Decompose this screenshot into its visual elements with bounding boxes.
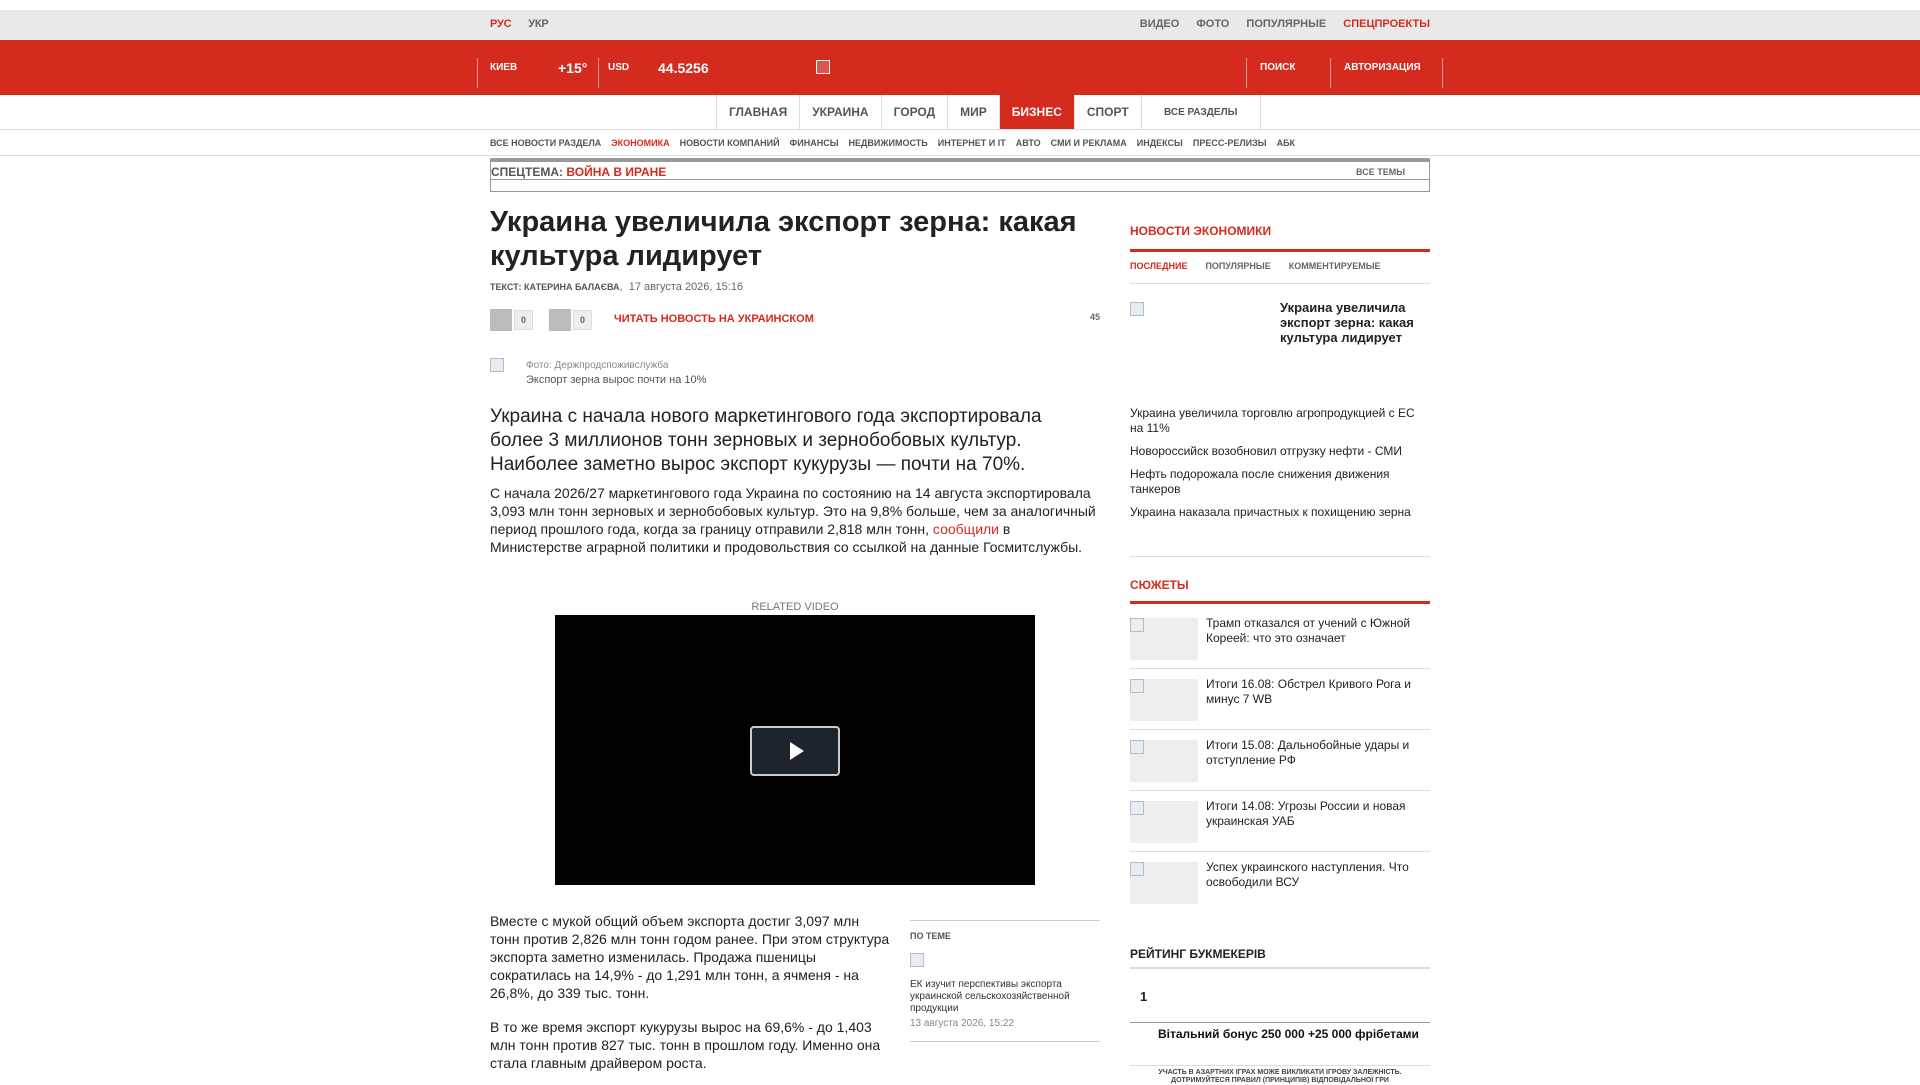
- divider: [1330, 58, 1331, 88]
- subnav-item[interactable]: НЕДВИЖИМОСТЬ: [848, 138, 928, 148]
- video-player[interactable]: [555, 615, 1035, 885]
- related-video-label: RELATED VIDEO: [751, 601, 839, 613]
- share-count: 0: [514, 310, 533, 330]
- on-topic-image[interactable]: [910, 953, 924, 967]
- story-title[interactable]: Трамп отказался от учений с Южной Кореей: что это означает: [1206, 616, 1411, 645]
- article-date: 17 августа 2026, 15:16: [628, 281, 744, 293]
- article-photo: [490, 358, 707, 386]
- featured-news-title[interactable]: Украина увеличила экспорт зерна: какая культура лидирует: [1280, 300, 1414, 345]
- story-item[interactable]: [1130, 791, 1430, 852]
- heading-underline: [1130, 967, 1430, 969]
- top-bar: [0, 10, 1920, 40]
- featured-news-image[interactable]: [1130, 302, 1144, 316]
- paragraph-text: С начала 2026/27 маркетингового года Украина по состоянию на 14 августа экспортировала 3,093 млн тонн зерновых и зернобобовых культур. Это на 9,8% больше, чем за аналогичный период прошлого года, когда за границу отправили 2,818 млн тонн,: [490, 485, 1096, 537]
- subnav-item[interactable]: АБК: [1276, 138, 1296, 148]
- story-thumbnail: [1130, 801, 1198, 843]
- story-thumbnail: [1130, 618, 1198, 660]
- subnav-item[interactable]: ВСЕ НОВОСТИ РАЗДЕЛА: [490, 138, 602, 148]
- share-facebook-icon[interactable]: [490, 309, 512, 331]
- on-topic-block: [910, 920, 1100, 1042]
- story-item[interactable]: [1130, 669, 1430, 730]
- news-item[interactable]: Новороссийск возобновил отгрузку нефти - СМИ: [1130, 444, 1402, 458]
- top-links: [1126, 18, 1430, 30]
- temperature: +15°: [558, 59, 588, 76]
- currency-label: USD: [608, 62, 630, 73]
- tab-commented[interactable]: КОММЕНТИРУЕМЫЕ: [1288, 261, 1381, 271]
- rating-position: 1: [1140, 989, 1148, 1004]
- article-lead: Украина с начала нового маркетингового года экспортировала более 3 миллионов тонн зерновых и зернобобовых культур. Наиболее заметно вырос экспорт кукурузы — почти на 70%.: [490, 406, 1042, 475]
- subnav-item[interactable]: НОВОСТИ КОМПАНИЙ: [679, 138, 780, 148]
- top-link-photo[interactable]: ФОТО: [1196, 18, 1230, 30]
- story-title[interactable]: Успех украинского наступления. Что освободили ВСУ: [1206, 860, 1409, 889]
- story-thumbnail: [1130, 740, 1198, 782]
- subnav-item[interactable]: СМИ И РЕКЛАМА: [1050, 138, 1127, 148]
- search-button[interactable]: ПОИСК: [1260, 62, 1296, 73]
- special-topic-frame: [491, 179, 1429, 191]
- story-image: [1130, 618, 1144, 632]
- paragraph-text: в Министерстве аграрной политики и продовольствия со ссылкой на данные Госмитслужбы.: [490, 521, 1083, 555]
- nav-item-city[interactable]: ГОРОД: [881, 95, 948, 129]
- divider: [598, 58, 599, 88]
- nav-item-world[interactable]: МИР: [947, 95, 999, 129]
- article-paragraph: Вместе с мукой общий объем экспорта достиг 3,097 млн тонн против 2,826 млн тонн годом ранее. При этом структура экспорта заметно изменилась. Продажа пшеницы сократилась на 14,9% - до 1,291 млн тонн, а ячменя - на 26,8%, до 339 тыс. тонн.: [490, 913, 890, 1001]
- main-nav: [0, 95, 1920, 130]
- lang-ua[interactable]: УКР: [528, 18, 549, 30]
- currency-rate: 44.5256: [658, 59, 709, 76]
- share-buttons: [490, 309, 608, 331]
- story-title[interactable]: Итоги 14.08: Угрозы России и новая украинская УАБ: [1206, 799, 1406, 828]
- divider: [1246, 58, 1247, 88]
- photo-image: [490, 358, 504, 372]
- gambling-warning: УЧАСТЬ В АЗАРТНИХ ІГРАХ МОЖЕ ВИКЛИКАТИ ІГРОВУ ЗАЛЕЖНІСТЬ. ДОТРИМУЙТЕСЯ ПРАВИЛ (ПРИНЦИПІВ) ВІДПОВІДАЛЬНОЇ ГРИ: [1130, 1065, 1430, 1080]
- all-topics-link[interactable]: ВСЕ ТЕМЫ: [1356, 167, 1405, 177]
- top-link-special-projects[interactable]: СПЕЦПРОЕКТЫ: [1343, 18, 1430, 30]
- story-item[interactable]: [1130, 852, 1430, 913]
- story-title[interactable]: Итоги 15.08: Дальнобойные удары и отступление РФ: [1206, 738, 1410, 767]
- news-tabs: [1130, 261, 1399, 271]
- special-topic-prefix: СПЕЦТЕМА:: [491, 165, 564, 179]
- views-count: 45: [1090, 312, 1101, 322]
- nav-item-all-sections[interactable]: ВСЕ РАЗДЕЛЫ: [1141, 95, 1261, 129]
- story-item[interactable]: [1130, 730, 1430, 791]
- heading-underline: [1130, 249, 1430, 252]
- heading-underline: [1130, 601, 1430, 604]
- economy-news-heading[interactable]: НОВОСТИ ЭКОНОМИКИ: [1130, 224, 1272, 238]
- share-twitter-icon[interactable]: [549, 309, 571, 331]
- story-title[interactable]: Итоги 16.08: Обстрел Кривого Рога и минус 7 WB: [1206, 677, 1412, 706]
- story-thumbnail: [1130, 862, 1198, 904]
- top-strip: [0, 0, 1920, 10]
- article-paragraph: [490, 484, 1100, 556]
- city-name: КИЕВ: [490, 62, 518, 73]
- top-link-video[interactable]: ВИДЕО: [1139, 18, 1180, 30]
- story-item[interactable]: [1130, 608, 1430, 669]
- on-topic-title[interactable]: ЕК изучит перспективы экспорта украинской сельскохозяйственной продукции: [910, 979, 1070, 1014]
- login-button[interactable]: АВТОРИЗАЦИЯ: [1344, 62, 1421, 73]
- tabs-divider: [1130, 283, 1430, 284]
- divider: [1442, 58, 1443, 88]
- play-icon[interactable]: [750, 726, 840, 776]
- source-link[interactable]: сообщили: [932, 521, 999, 537]
- bonus-fine-print: [1158, 1042, 1428, 1062]
- bonus-offer[interactable]: [1130, 1025, 1430, 1084]
- subnav-item[interactable]: ИНДЕКСЫ: [1136, 138, 1183, 148]
- site-logo[interactable]: [816, 60, 830, 74]
- nav-item-sport[interactable]: СПОРТ: [1074, 95, 1141, 129]
- subnav-item-economy[interactable]: ЭКОНОМИКА: [611, 138, 670, 148]
- subnav-item[interactable]: ИНТЕРНЕТ И IT: [937, 138, 1006, 148]
- subnav-item[interactable]: ПРЕСС-РЕЛИЗЫ: [1192, 138, 1267, 148]
- story-image: [1130, 740, 1144, 754]
- top-link-popular[interactable]: ПОПУЛЯРНЫЕ: [1246, 18, 1327, 30]
- nav-item-business[interactable]: БИЗНЕС: [999, 95, 1074, 129]
- news-item[interactable]: Украина увеличила торговлю агропродукцией с ЕС на 11%: [1130, 406, 1415, 435]
- article-title: Украина увеличила экспорт зерна: какая культура лидирует: [490, 206, 1077, 272]
- on-topic-heading: ПО ТЕМЕ: [910, 931, 951, 941]
- photo-credit: Фото: Держпродспоживслужба: [526, 360, 669, 371]
- bonus-title[interactable]: Вітальний бонус 250 000 +25 000 фрібетами: [1158, 1027, 1419, 1041]
- rating-row: [1130, 973, 1430, 1023]
- subnav-item[interactable]: АВТО: [1015, 138, 1041, 148]
- read-in-ukrainian-link[interactable]: ЧИТАТЬ НОВОСТЬ НА УКРАИНСКОМ: [614, 313, 814, 325]
- subnav-item[interactable]: ФИНАНСЫ: [789, 138, 839, 148]
- byline: ТЕКСТ: КАТЕРИНА БАЛАЄВА, 17 августа 2026, 15:16: [490, 281, 744, 293]
- photo-caption: Экспорт зерна вырос почти на 10%: [526, 374, 707, 386]
- nav-item-main[interactable]: ГЛАВНАЯ: [716, 95, 799, 129]
- story-thumbnail: [1130, 679, 1198, 721]
- author[interactable]: ТЕКСТ: КАТЕРИНА БАЛАЄВА: [490, 282, 620, 292]
- news-item[interactable]: Украина наказала причастных к похищению зерна: [1130, 505, 1411, 519]
- story-image: [1130, 862, 1144, 876]
- lang-ru[interactable]: РУС: [490, 18, 512, 30]
- header-bar: [0, 40, 1920, 95]
- bookmaker-rating-heading: РЕЙТИНГ БУКМЕКЕРІВ: [1130, 947, 1266, 961]
- story-image: [1130, 801, 1144, 815]
- stories-heading[interactable]: СЮЖЕТЫ: [1130, 578, 1189, 592]
- story-image: [1130, 679, 1144, 693]
- article-paragraph: В то же время экспорт кукурузы вырос на 69,6% - до 1,403 млн тонн против 827 тыс. тонн в прошлом году. Именно она стала главным драйвером роста.: [490, 1019, 881, 1071]
- divider: [477, 58, 478, 88]
- share-count: 0: [573, 310, 592, 330]
- nav-item-ukraine[interactable]: УКРАИНА: [799, 95, 880, 129]
- sub-nav: [490, 138, 1305, 148]
- divider: [1130, 556, 1430, 557]
- language-switcher: [490, 18, 563, 30]
- on-topic-date: 13 августа 2026, 15:22: [910, 1018, 1014, 1029]
- special-topic: [490, 162, 1430, 192]
- special-topic-link[interactable]: ВОЙНА В ИРАНЕ: [566, 165, 667, 179]
- tab-latest[interactable]: ПОСЛЕДНИЕ: [1130, 261, 1188, 271]
- special-topic-label: [491, 165, 666, 179]
- news-item[interactable]: Нефть подорожала после снижения движения танкеров: [1130, 467, 1390, 496]
- tab-popular[interactable]: ПОПУЛЯРНЫЕ: [1205, 261, 1271, 271]
- news-list: [1130, 406, 1430, 528]
